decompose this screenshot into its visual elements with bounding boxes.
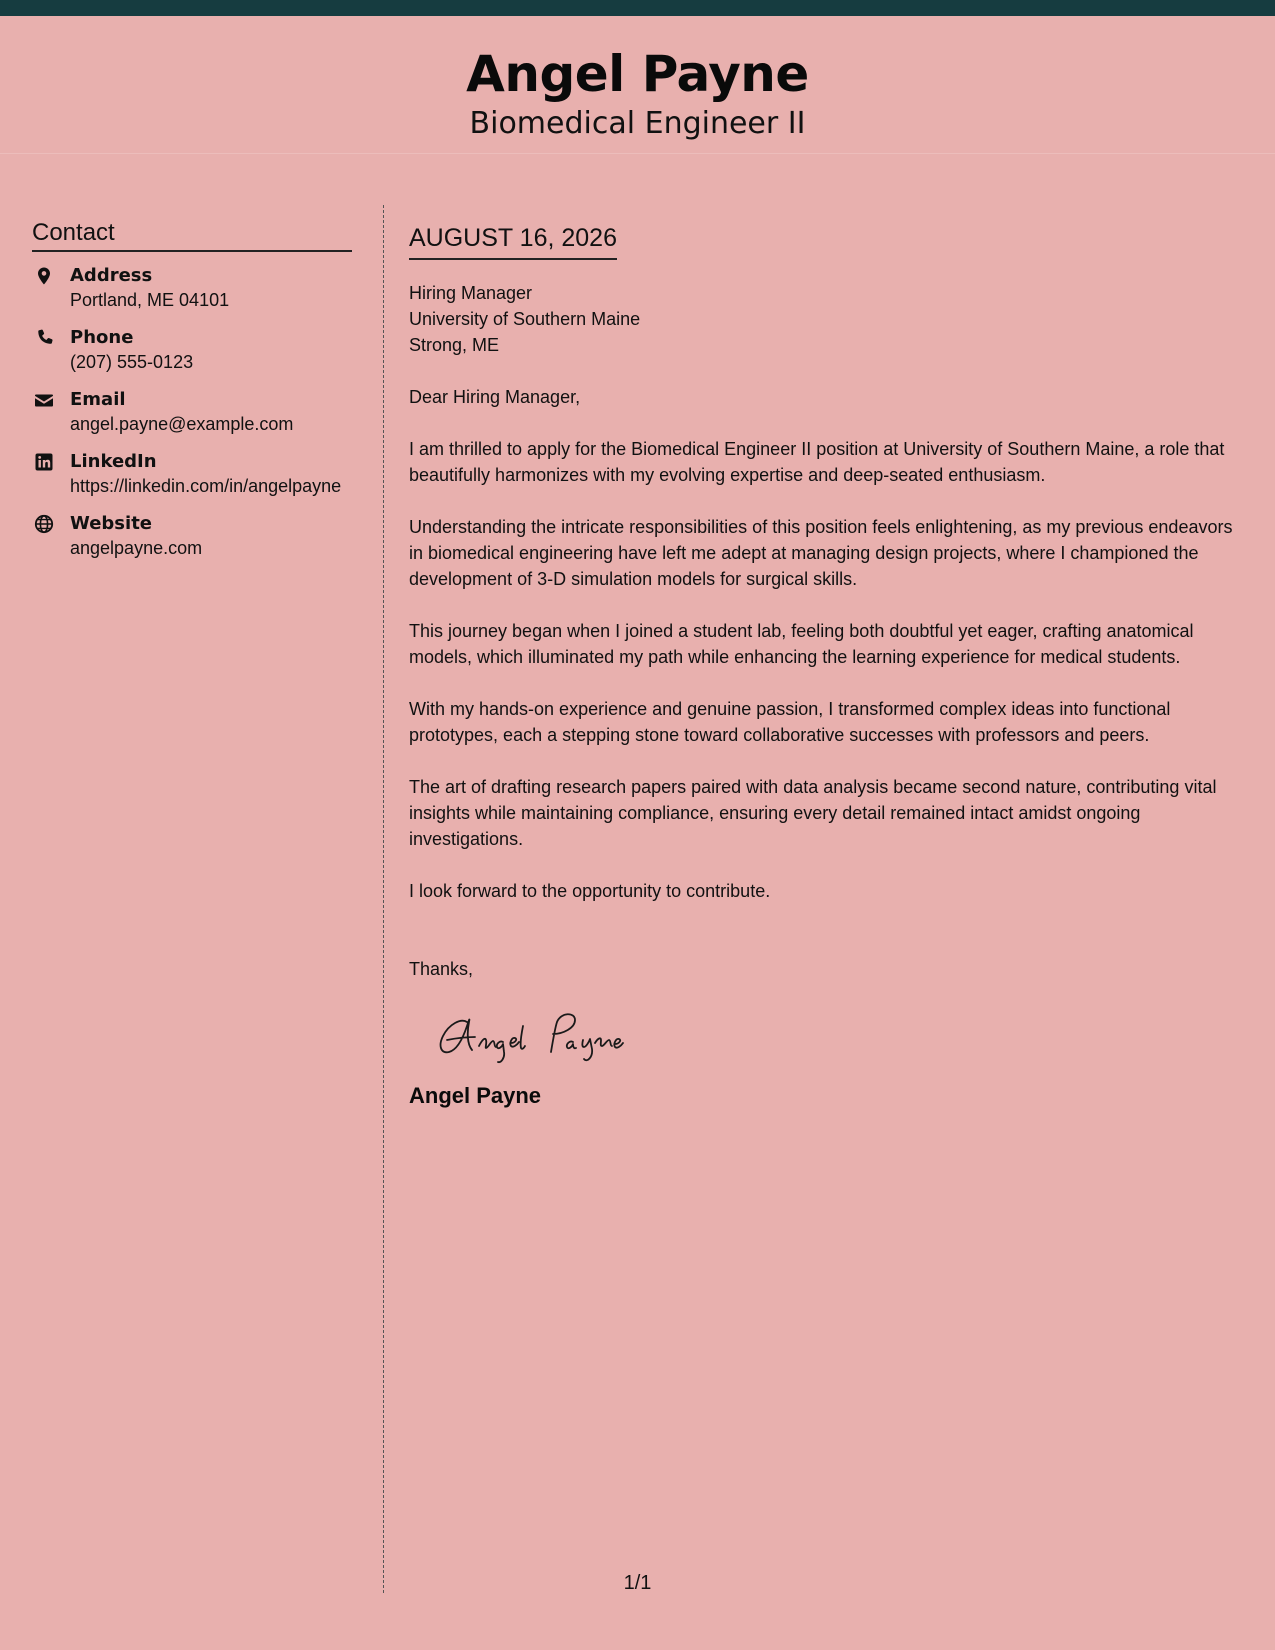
letter-paragraph: Understanding the intricate responsibilities of this position feels enlightening, as my previous endeavors in biomedical engineering have left me adept at managing design projects, where I championed the development of 3-D simulation models for surgical skills. <box>409 517 1233 589</box>
letter-paragraph: This journey began when I joined a student lab, feeling both doubtful yet eager, crafting anatomical models, which illuminated my path while enhancing the learning experience for medical students. <box>409 621 1194 667</box>
page-number: 1/1 <box>623 1572 652 1594</box>
contact-sidebar <box>32 218 352 574</box>
recipient-block <box>409 280 1239 358</box>
letter-paragraph: The art of drafting research papers paired with data analysis became second nature, contributing vital insights while maintaining compliance, ensuring every detail remained intact amidst ongoing investigations. <box>409 777 1217 849</box>
contact-item-phone <box>32 326 352 374</box>
map-pin-icon <box>34 266 54 286</box>
contact-label: Email <box>70 389 126 410</box>
contact-label: Phone <box>70 327 134 348</box>
top-accent-bar <box>0 0 1275 16</box>
contact-item-address <box>32 264 352 312</box>
contact-item-email <box>32 388 352 436</box>
globe-icon <box>34 514 54 534</box>
letter-paragraph: With my hands-on experience and genuine passion, I transformed complex ideas into functional prototypes, each a stepping stone toward collaborative successes with professors and peers. <box>409 699 1171 745</box>
signed-name: Angel Payne <box>409 1083 542 1108</box>
column-divider <box>383 205 384 1593</box>
linkedin-icon <box>34 452 54 472</box>
contact-label: Address <box>70 265 153 286</box>
phone-icon <box>34 328 54 348</box>
applicant-job-title: Biomedical Engineer II <box>469 106 806 141</box>
contact-item-website <box>32 512 352 560</box>
envelope-icon <box>34 390 54 410</box>
page-header <box>0 16 1275 154</box>
recipient-line: Hiring Manager <box>409 283 533 303</box>
recipient-line: Strong, ME <box>409 335 500 355</box>
website-value[interactable]: angelpayne.com <box>70 538 203 558</box>
contact-heading: Contact <box>32 218 352 252</box>
applicant-name: Angel Payne <box>466 45 809 103</box>
salutation: Dear Hiring Manager, <box>409 387 581 407</box>
contact-label: LinkedIn <box>70 451 157 472</box>
cover-letter <box>409 222 1239 1110</box>
address-value: Portland, ME 04101 <box>70 290 230 310</box>
letter-paragraph: I look forward to the opportunity to contribute. <box>409 881 771 901</box>
contact-item-linkedin <box>32 450 352 498</box>
contact-list <box>32 264 352 560</box>
contact-label: Website <box>70 513 153 534</box>
linkedin-value[interactable]: https://linkedin.com/in/angelpayne <box>70 476 342 496</box>
recipient-line: University of Southern Maine <box>409 309 641 329</box>
email-value[interactable]: angel.payne@example.com <box>70 414 294 434</box>
phone-value[interactable]: (207) 555-0123 <box>70 352 194 372</box>
letter-date: AUGUST 16, 2026 <box>409 222 617 260</box>
closing: Thanks, <box>409 959 474 979</box>
letter-paragraph: I am thrilled to apply for the Biomedical Engineer II position at University of Southern Maine, a role that beautifully harmonizes with my evolving expertise and deep-seated enthusiasm. <box>409 439 1225 485</box>
handwritten-signature <box>433 1006 673 1066</box>
